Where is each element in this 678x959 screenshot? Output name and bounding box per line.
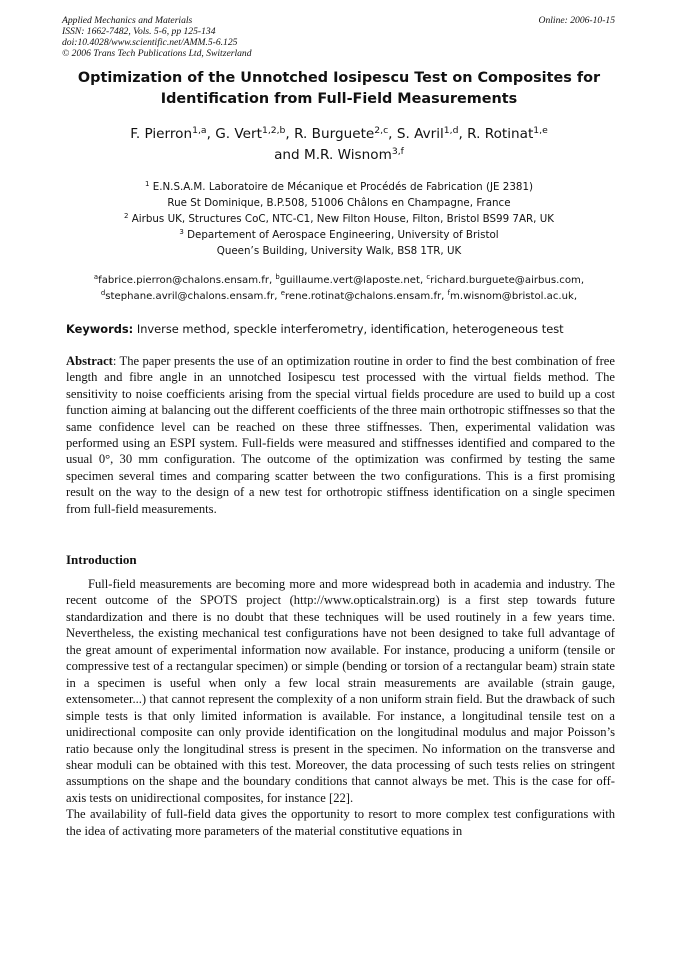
email-link[interactable]: $^d$stephane.avril@chalons.ensam.fr, [100,289,281,302]
keywords [66,321,616,337]
affiliations [62,179,616,259]
body-paragraph: The availability of full-field data gives the opportunity to resort to more complex test configurations with the idea of activating more parameters of the material constitutive equations in [66,807,615,838]
affiliation-line: $^1$ E.N.S.A.M. Laboratoire de Mécanique et Procédés de Fabrication (JE 2381) [144,180,534,193]
author: and M.R. Wisnom$^{3,f}$ [274,145,404,163]
journal-line: © 2006 Trans Tech Publications Ltd, Switzerland [62,48,252,59]
author-line [62,145,616,166]
email-line [62,273,616,289]
body-paragraph: Full-field measurements are becoming more and more widespread both in academia and industry. The recent outcome of the SPOTS project (http://www.opticalstrain.org) is a first step towards future standardization and there is no doubt that these techniques will be used routinely in a few years time. Nevertheless, the existing mechanical test configurations have not been designed to take full advantage of the great amount of experimental information now available. For instance, producing a uniform (tensile or compressive test of a rectangular specimen) or simple (bending or torsion of a rectangular beam) strain state in a specimen is useful when only a few local strain measurements are available (strain gauge, extensometer...) that cannot represent the complexity of a non uniform strain field. But the drawback of such simple tests is that only limited information is available. For instance, a longitudinal tensile test on a unidirectional composite can only provide identification on the longitudinal modulus and major Poisson’s ratio because only the longitudinal stress is present in the specimen. No information on the transverse and shear moduli can be obtained with this test. Moreover, the data processing of such tests relies on stringent assumptions on the shape and the boundary conditions that cannot always be met. This is the case for off-axis tests on unidirectional composites, for instance [22]. [66,577,615,805]
affiliation-line: Rue St Dominique, B.P.508, 51006 Châlons en Champagne, France [167,197,511,209]
journal-line: doi:10.4028/www.scientific.net/AMM.5-6.125 [62,37,238,48]
title-line: Optimization of the Unnotched Iosipescu Test on Composites for [77,70,601,86]
affiliation-line: $^3$ Departement of Aerospace Engineering, University of Bristol [179,228,499,241]
journal-line: ISSN: 1662-7482, Vols. 5-6, pp 125-134 [62,26,216,37]
email-link[interactable]: $^e$rene.rotinat@chalons.ensam.fr, [280,289,448,302]
abstract-text: : The paper presents the use of an optimization routine in order to find the best combination of free length and fibre angle in an unnotched Iosipescu test processed with the virtual fields method. The sensitivity to noise coefficients arising from the special virtual fields procedure are used to build up a cost function aiming at balancing out the different coefficients of the three main orthotropic stiffnesses so that the same confidence level can be reached on these three stiffnesses. Then, experimental validation was performed using an ESPI system. Full-fields were measured and stiffnesses identified and compared to the usual 0°, 30 mm configuration. The outcome of the optimization was confirmed by testing the same specimen several times and comparing scatter between the two configurations. This is a first promising result on the way to the design of a new test for orthotropic stiffness identification on a single specimen from full-field measurements. [66,354,615,516]
online-date: Online: 2006-10-15 [538,15,615,26]
email-link[interactable]: $^b$guillaume.vert@laposte.net, [275,273,427,286]
introduction-body [66,576,615,839]
email-link[interactable]: $^f$m.wisnom@bristol.ac.uk, [447,289,578,302]
author: R. Rotinat$^{1,e}$ [467,124,548,142]
keywords-label: Keywords: [66,322,134,336]
author: G. Vert$^{1,2,b}$ [215,124,286,142]
affiliation-line: $^2$ Airbus UK, Structures CoC, NTC-C1, New Filton House, Filton, Bristol BS99 7AR, UK [123,212,554,225]
author-line: F. Pierron$^{1,a}$, G. Vert$^{1,2,b}$, R. Burguete$^{2,c}$, S. Avril$^{1,d}$, R. Rotinat$^{1,e}$ [130,124,548,142]
journal-line: Applied Mechanics and Materials [62,15,193,26]
email-list [62,273,616,305]
affiliation-line: Queen’s Building, University Walk, BS8 1TR, UK [216,245,462,257]
section-heading-introduction: Introduction [66,552,137,567]
abstract [66,353,615,517]
email-link[interactable]: $^c$richard.burguete@airbus.com, [426,273,585,286]
paper-title [62,68,616,110]
journal-info [62,15,252,59]
author: F. Pierron$^{1,a}$ [130,124,207,142]
email-line [62,289,616,305]
title-line: Identification from Full-Field Measurements [160,91,518,107]
author: S. Avril$^{1,d}$ [396,124,459,142]
abstract-label: Abstract [66,354,113,368]
email-link[interactable]: $^a$fabrice.pierron@chalons.ensam.fr, [93,273,276,286]
author: R. Burguete$^{2,c}$ [294,124,389,142]
keywords-text: Inverse method, speckle interferometry, identification, heterogeneous test [133,322,564,336]
author-list [62,124,616,166]
